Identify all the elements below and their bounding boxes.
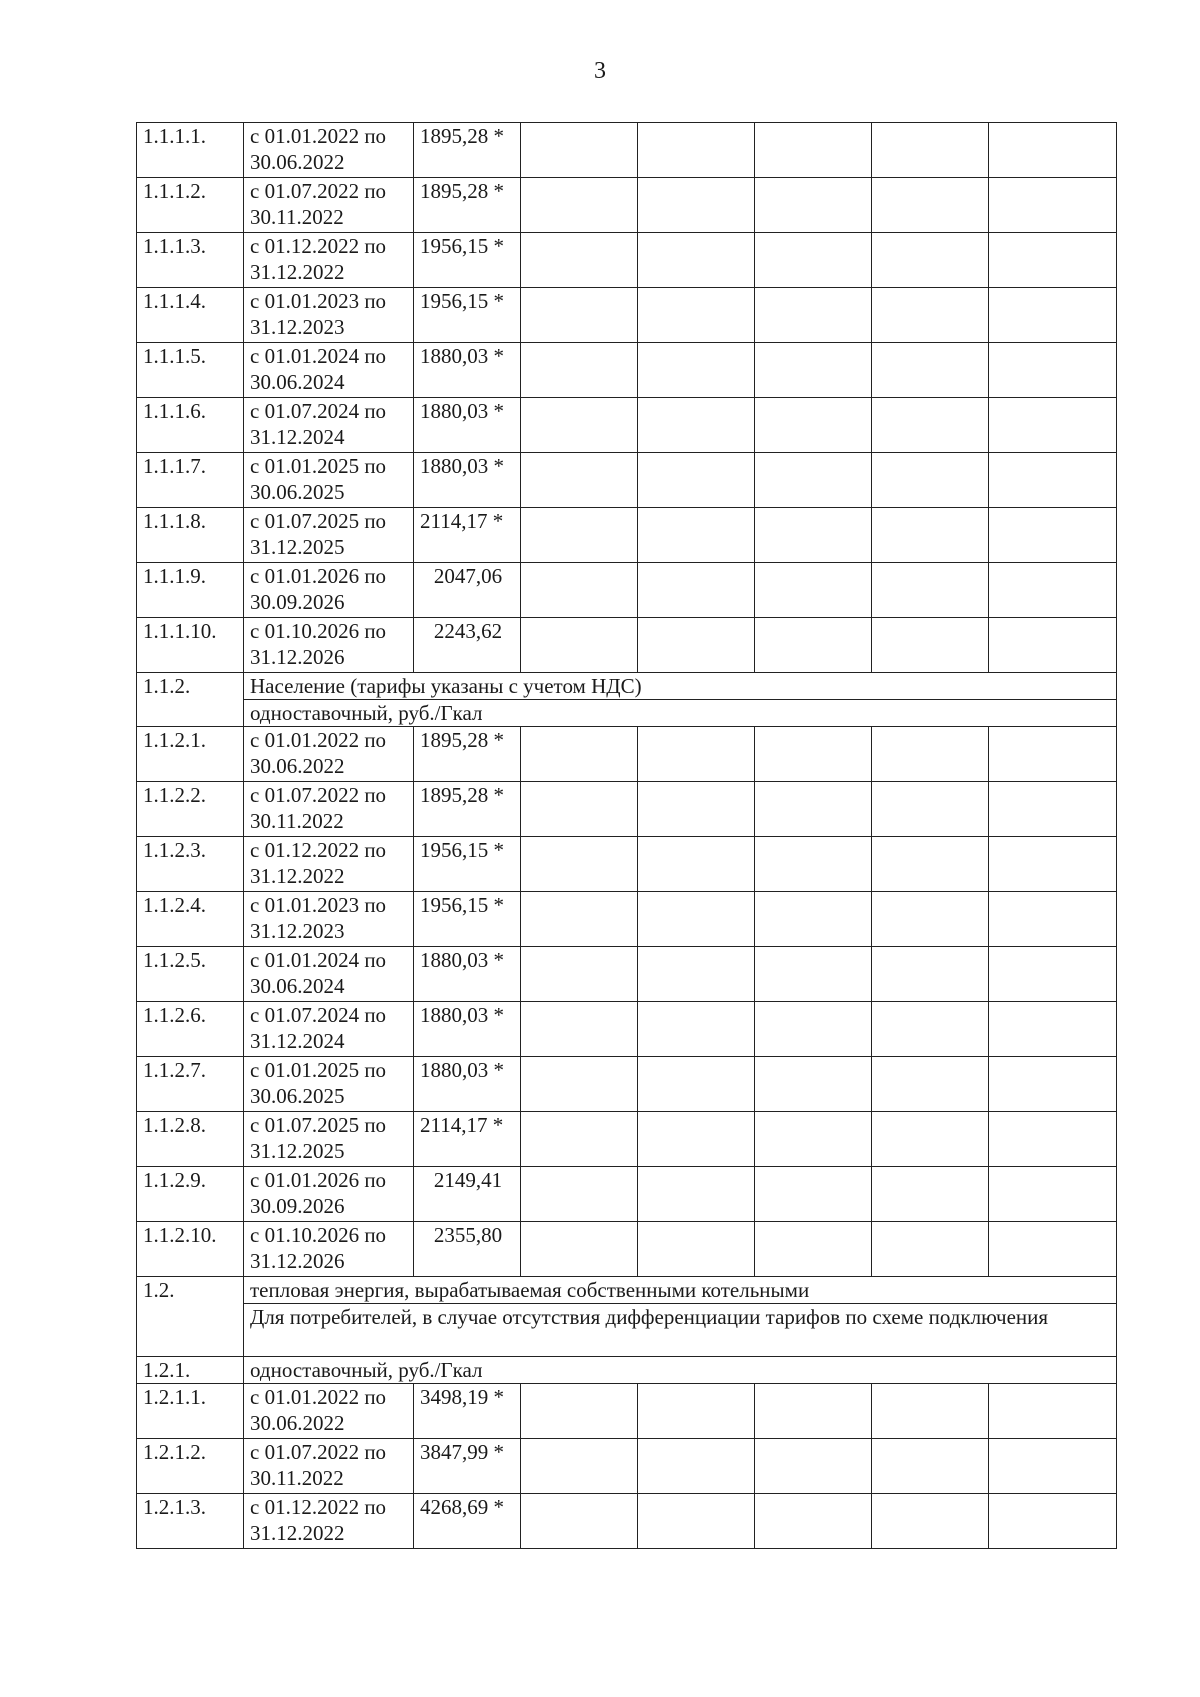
- period-cell: с 01.12.2022 по 31.12.2022: [244, 837, 414, 892]
- table-row: [137, 618, 1117, 673]
- section-row: [137, 673, 1117, 700]
- empty-cell: [989, 947, 1117, 1002]
- empty-cell: [872, 398, 989, 453]
- empty-cell: [755, 892, 872, 947]
- empty-cell: [989, 233, 1117, 288]
- empty-cell: [638, 1222, 755, 1277]
- empty-cell: [521, 1439, 638, 1494]
- empty-cell: [755, 1222, 872, 1277]
- empty-cell: [989, 343, 1117, 398]
- empty-cell: [989, 892, 1117, 947]
- empty-cell: [989, 508, 1117, 563]
- period-cell: с 01.01.2022 по 30.06.2022: [244, 123, 414, 178]
- period-cell: с 01.01.2024 по 30.06.2024: [244, 343, 414, 398]
- section-number: 1.2.1.: [137, 1357, 244, 1384]
- table-row: [137, 947, 1117, 1002]
- empty-cell: [989, 178, 1117, 233]
- empty-cell: [755, 343, 872, 398]
- tariff-value: 2114,17 *: [414, 508, 521, 563]
- table-row: [137, 1057, 1117, 1112]
- table-row: [137, 1439, 1117, 1494]
- empty-cell: [872, 782, 989, 837]
- table-row: [137, 1222, 1117, 1277]
- period-cell: с 01.07.2022 по 30.11.2022: [244, 782, 414, 837]
- tariff-table: [136, 122, 1117, 1549]
- empty-cell: [521, 727, 638, 782]
- empty-cell: [755, 727, 872, 782]
- table-row: [137, 398, 1117, 453]
- empty-cell: [755, 1057, 872, 1112]
- empty-cell: [521, 343, 638, 398]
- empty-cell: [872, 508, 989, 563]
- tariff-value: 1880,03 *: [414, 398, 521, 453]
- empty-cell: [755, 837, 872, 892]
- empty-cell: [638, 892, 755, 947]
- empty-cell: [638, 837, 755, 892]
- section-label: Для потребителей, в случае отсутствия дифференциации тарифов по схеме подключения: [244, 1304, 1117, 1357]
- tariff-value: 1956,15 *: [414, 288, 521, 343]
- period-cell: с 01.10.2026 по 31.12.2026: [244, 1222, 414, 1277]
- empty-cell: [521, 1002, 638, 1057]
- empty-cell: [989, 1112, 1117, 1167]
- empty-cell: [638, 453, 755, 508]
- empty-cell: [638, 1002, 755, 1057]
- empty-cell: [989, 1439, 1117, 1494]
- empty-cell: [521, 398, 638, 453]
- period-cell: с 01.12.2022 по 31.12.2022: [244, 233, 414, 288]
- table-row: [137, 178, 1117, 233]
- empty-cell: [521, 1494, 638, 1549]
- period-cell: с 01.01.2025 по 30.06.2025: [244, 453, 414, 508]
- tariff-value: 1880,03 *: [414, 1057, 521, 1112]
- empty-cell: [989, 1167, 1117, 1222]
- empty-cell: [872, 1494, 989, 1549]
- row-number: 1.1.2.1.: [137, 727, 244, 782]
- tariff-value: 1895,28 *: [414, 782, 521, 837]
- row-number: 1.1.1.6.: [137, 398, 244, 453]
- empty-cell: [755, 1167, 872, 1222]
- empty-cell: [872, 947, 989, 1002]
- empty-cell: [872, 288, 989, 343]
- row-number: 1.1.1.7.: [137, 453, 244, 508]
- empty-cell: [521, 1222, 638, 1277]
- table-row: [137, 508, 1117, 563]
- table-row: [137, 1384, 1117, 1439]
- row-number: 1.1.2.2.: [137, 782, 244, 837]
- tariff-value: 2114,17 *: [414, 1112, 521, 1167]
- empty-cell: [989, 837, 1117, 892]
- row-number: 1.1.1.1.: [137, 123, 244, 178]
- section-row: [137, 1304, 1117, 1357]
- table-row: [137, 892, 1117, 947]
- empty-cell: [755, 123, 872, 178]
- empty-cell: [872, 453, 989, 508]
- row-number: 1.2.1.2.: [137, 1439, 244, 1494]
- section-row: [137, 1357, 1117, 1384]
- table-row: [137, 453, 1117, 508]
- row-number: 1.1.1.8.: [137, 508, 244, 563]
- row-number: 1.1.1.10.: [137, 618, 244, 673]
- period-cell: с 01.01.2022 по 30.06.2022: [244, 727, 414, 782]
- empty-cell: [755, 178, 872, 233]
- period-cell: с 01.01.2023 по 31.12.2023: [244, 892, 414, 947]
- period-cell: с 01.07.2024 по 31.12.2024: [244, 1002, 414, 1057]
- empty-cell: [521, 782, 638, 837]
- empty-cell: [521, 837, 638, 892]
- empty-cell: [989, 1222, 1117, 1277]
- period-cell: с 01.12.2022 по 31.12.2022: [244, 1494, 414, 1549]
- empty-cell: [872, 1002, 989, 1057]
- empty-cell: [755, 1002, 872, 1057]
- empty-cell: [521, 453, 638, 508]
- row-number: 1.2.1.1.: [137, 1384, 244, 1439]
- tariff-value: 1895,28 *: [414, 178, 521, 233]
- empty-cell: [872, 343, 989, 398]
- empty-cell: [521, 1057, 638, 1112]
- period-cell: с 01.01.2025 по 30.06.2025: [244, 1057, 414, 1112]
- period-cell: с 01.07.2025 по 31.12.2025: [244, 1112, 414, 1167]
- empty-cell: [872, 618, 989, 673]
- table-row: [137, 288, 1117, 343]
- empty-cell: [872, 1167, 989, 1222]
- empty-cell: [521, 892, 638, 947]
- empty-cell: [755, 1494, 872, 1549]
- empty-cell: [989, 1494, 1117, 1549]
- empty-cell: [638, 782, 755, 837]
- empty-cell: [989, 398, 1117, 453]
- empty-cell: [755, 947, 872, 1002]
- period-cell: с 01.01.2023 по 31.12.2023: [244, 288, 414, 343]
- tariff-value: 1895,28 *: [414, 727, 521, 782]
- tariff-value: 1956,15 *: [414, 892, 521, 947]
- empty-cell: [989, 453, 1117, 508]
- tariff-value: 1880,03 *: [414, 1002, 521, 1057]
- empty-cell: [638, 343, 755, 398]
- empty-cell: [872, 123, 989, 178]
- empty-cell: [989, 727, 1117, 782]
- row-number: 1.2.1.3.: [137, 1494, 244, 1549]
- empty-cell: [872, 1057, 989, 1112]
- empty-cell: [521, 563, 638, 618]
- empty-cell: [872, 727, 989, 782]
- empty-cell: [638, 233, 755, 288]
- period-cell: с 01.07.2025 по 31.12.2025: [244, 508, 414, 563]
- empty-cell: [755, 453, 872, 508]
- empty-cell: [989, 618, 1117, 673]
- empty-cell: [755, 563, 872, 618]
- empty-cell: [989, 782, 1117, 837]
- empty-cell: [638, 1057, 755, 1112]
- tariff-value: 3498,19 *: [414, 1384, 521, 1439]
- empty-cell: [638, 1167, 755, 1222]
- row-number: 1.1.2.7.: [137, 1057, 244, 1112]
- empty-cell: [638, 1384, 755, 1439]
- empty-cell: [638, 1494, 755, 1549]
- empty-cell: [755, 288, 872, 343]
- empty-cell: [755, 618, 872, 673]
- empty-cell: [755, 1439, 872, 1494]
- empty-cell: [755, 1384, 872, 1439]
- row-number: 1.1.2.9.: [137, 1167, 244, 1222]
- empty-cell: [755, 398, 872, 453]
- empty-cell: [872, 1384, 989, 1439]
- empty-cell: [989, 1002, 1117, 1057]
- section-row: [137, 700, 1117, 727]
- empty-cell: [872, 1112, 989, 1167]
- empty-cell: [755, 233, 872, 288]
- row-number: 1.1.1.5.: [137, 343, 244, 398]
- empty-cell: [521, 1384, 638, 1439]
- tariff-value: 1880,03 *: [414, 343, 521, 398]
- empty-cell: [755, 1112, 872, 1167]
- empty-cell: [521, 123, 638, 178]
- period-cell: с 01.07.2022 по 30.11.2022: [244, 1439, 414, 1494]
- table-row: [137, 837, 1117, 892]
- row-number: 1.1.1.2.: [137, 178, 244, 233]
- empty-cell: [872, 178, 989, 233]
- table-row: [137, 1112, 1117, 1167]
- empty-cell: [638, 727, 755, 782]
- empty-cell: [638, 288, 755, 343]
- section-row: [137, 1277, 1117, 1304]
- tariff-value: 1895,28 *: [414, 123, 521, 178]
- row-number: 1.1.1.9.: [137, 563, 244, 618]
- tariff-value: 2243,62: [414, 618, 521, 673]
- empty-cell: [521, 618, 638, 673]
- empty-cell: [521, 178, 638, 233]
- empty-cell: [521, 233, 638, 288]
- empty-cell: [521, 288, 638, 343]
- tariff-value: 1956,15 *: [414, 837, 521, 892]
- row-number: 1.1.2.3.: [137, 837, 244, 892]
- table-row: [137, 343, 1117, 398]
- empty-cell: [872, 892, 989, 947]
- section-label: одноставочный, руб./Гкал: [244, 1357, 1117, 1384]
- tariff-value: 2355,80: [414, 1222, 521, 1277]
- table-row: [137, 233, 1117, 288]
- empty-cell: [638, 1112, 755, 1167]
- empty-cell: [638, 508, 755, 563]
- empty-cell: [872, 837, 989, 892]
- empty-cell: [872, 563, 989, 618]
- section-number: 1.2.: [137, 1277, 244, 1357]
- table-row: [137, 123, 1117, 178]
- empty-cell: [521, 1112, 638, 1167]
- table-row: [137, 563, 1117, 618]
- period-cell: с 01.07.2022 по 30.11.2022: [244, 178, 414, 233]
- section-label: Население (тарифы указаны с учетом НДС): [244, 673, 1117, 700]
- empty-cell: [755, 508, 872, 563]
- empty-cell: [755, 782, 872, 837]
- empty-cell: [872, 1439, 989, 1494]
- table-row: [137, 727, 1117, 782]
- empty-cell: [638, 398, 755, 453]
- table-row: [137, 1167, 1117, 1222]
- empty-cell: [872, 233, 989, 288]
- table-row: [137, 782, 1117, 837]
- empty-cell: [638, 618, 755, 673]
- table-row: [137, 1002, 1117, 1057]
- row-number: 1.1.2.5.: [137, 947, 244, 1002]
- period-cell: с 01.07.2024 по 31.12.2024: [244, 398, 414, 453]
- tariff-value: 1956,15 *: [414, 233, 521, 288]
- section-label: тепловая энергия, вырабатываемая собственными котельными: [244, 1277, 1117, 1304]
- tariff-value: 2047,06: [414, 563, 521, 618]
- empty-cell: [638, 1439, 755, 1494]
- empty-cell: [989, 1057, 1117, 1112]
- section-number: 1.1.2.: [137, 673, 244, 727]
- empty-cell: [521, 947, 638, 1002]
- period-cell: с 01.01.2026 по 30.09.2026: [244, 563, 414, 618]
- empty-cell: [521, 1167, 638, 1222]
- period-cell: с 01.10.2026 по 31.12.2026: [244, 618, 414, 673]
- row-number: 1.1.1.4.: [137, 288, 244, 343]
- empty-cell: [638, 178, 755, 233]
- empty-cell: [989, 1384, 1117, 1439]
- tariff-value: 1880,03 *: [414, 453, 521, 508]
- table-row: [137, 1494, 1117, 1549]
- tariff-value: 1880,03 *: [414, 947, 521, 1002]
- tariff-value: 3847,99 *: [414, 1439, 521, 1494]
- empty-cell: [989, 563, 1117, 618]
- empty-cell: [872, 1222, 989, 1277]
- page-number: 3: [594, 58, 606, 84]
- row-number: 1.1.1.3.: [137, 233, 244, 288]
- empty-cell: [989, 288, 1117, 343]
- row-number: 1.1.2.6.: [137, 1002, 244, 1057]
- tariff-value: 2149,41: [414, 1167, 521, 1222]
- row-number: 1.1.2.10.: [137, 1222, 244, 1277]
- empty-cell: [989, 123, 1117, 178]
- period-cell: с 01.01.2024 по 30.06.2024: [244, 947, 414, 1002]
- empty-cell: [638, 563, 755, 618]
- row-number: 1.1.2.8.: [137, 1112, 244, 1167]
- section-label: одноставочный, руб./Гкал: [244, 700, 1117, 727]
- tariff-value: 4268,69 *: [414, 1494, 521, 1549]
- empty-cell: [521, 508, 638, 563]
- empty-cell: [638, 123, 755, 178]
- row-number: 1.1.2.4.: [137, 892, 244, 947]
- period-cell: с 01.01.2026 по 30.09.2026: [244, 1167, 414, 1222]
- period-cell: с 01.01.2022 по 30.06.2022: [244, 1384, 414, 1439]
- empty-cell: [638, 947, 755, 1002]
